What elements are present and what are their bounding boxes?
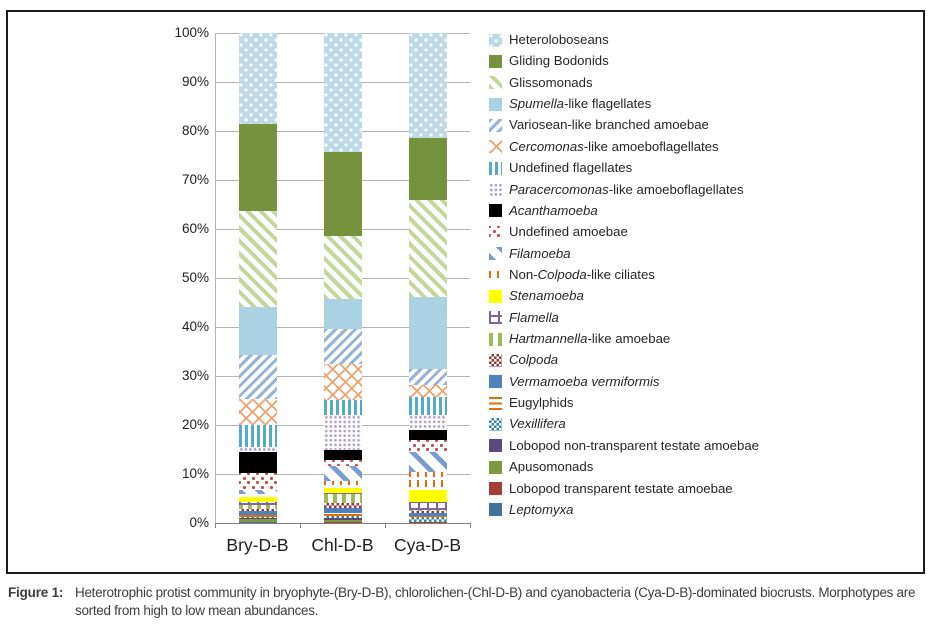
legend-item [489,115,709,136]
legend-label: Heteroloboseans [509,32,609,47]
stacked-bar-cya-d-b [409,33,447,523]
legend-item [489,94,651,115]
legend-item [489,499,574,520]
legend-swatch [489,55,502,68]
y-tick-label: 80% [181,123,209,138]
figure-border-box [6,10,925,574]
legend-label: Eugylphids [509,395,574,411]
legend-swatch [489,268,502,281]
legend-swatch [489,226,502,239]
bar-segment [239,124,277,211]
legend-swatch [489,461,502,474]
legend-label: Lobopod transparent testate amoebae [509,480,733,496]
legend-swatch [489,140,502,153]
y-tick-label: 90% [181,74,209,89]
legend-item [489,179,744,200]
bar-segment [409,33,447,138]
legend-item [489,414,566,435]
legend-item [489,30,609,51]
legend-label: Variosean-like branched amoebae [509,117,709,133]
bar-segment [239,355,277,400]
legend-item [489,51,609,72]
bar-segment [409,385,447,397]
legend-label: Acanthamoeba [509,202,598,218]
legend-label: Spumella-like flagellates [509,96,652,112]
bar-segment [409,397,447,415]
bar-segment [239,473,277,490]
legend-item [489,457,593,478]
bar-segment [409,440,447,452]
legend-item [489,222,628,243]
legend-item [489,307,559,328]
bar-segment [324,494,362,503]
legend-label: Leptomyxa [509,501,574,517]
x-tick-mark [215,523,216,528]
bar-segment [324,152,362,236]
y-tick-label: 20% [181,417,209,432]
legend-label: Flamella [509,309,559,325]
legend-swatch [489,333,502,346]
bar-segment [324,400,362,415]
legend-item [489,329,670,350]
x-tick-mark [470,523,471,528]
legend-item [489,393,574,414]
y-tick-label: 70% [181,172,209,187]
x-tick-mark [385,523,386,528]
legend-swatch [489,247,502,260]
x-category-label: Bry-D-B [226,535,289,555]
legend-swatch [489,439,502,452]
legend-item [489,286,584,307]
y-tick-label: 0% [189,515,209,530]
legend-item [489,435,759,456]
bar-segment [409,138,447,200]
plot-area [215,33,470,523]
bar-segment [409,452,447,472]
legend-swatch [489,311,502,324]
legend-item [489,264,655,285]
legend-label: Hartmannella-like amoebae [509,331,671,347]
legend-label: Vermamoeba vermiformis [509,373,660,389]
bar-segment [239,307,277,355]
stacked-bar-bry-d-b [239,33,277,523]
legend-swatch [489,375,502,388]
y-tick-label: 30% [181,368,209,383]
y-tick-label: 60% [181,221,209,236]
y-tick-label: 40% [181,319,209,334]
legend-swatch [489,482,502,495]
legend-swatch [489,162,502,175]
bar-segment [409,472,447,490]
legend-label: Cercomonas-like amoeboflagellates [509,138,719,154]
bar-segment [409,369,447,385]
x-tick-mark [300,523,301,528]
y-tick-label: 50% [181,270,209,285]
bar-segment [409,200,447,298]
bar-segment [239,399,277,425]
legend-label: Colpoda [509,352,559,368]
legend-label: Gliding Bodonids [509,53,609,69]
bar-segment [239,211,277,307]
legend-item [489,478,733,499]
legend-item [489,243,571,264]
legend-swatch [489,119,502,132]
y-tick-label: 10% [181,466,209,481]
x-category-label: Cya-D-B [393,535,462,555]
legend-label: Vexillifera [509,416,566,432]
bar-segment [239,33,277,124]
legend-item [489,72,593,93]
gridline [215,523,470,524]
legend-swatch [489,397,502,410]
legend-item [489,158,632,179]
y-tick-label: 100% [174,25,209,40]
legend-swatch [489,503,502,516]
legend-label: Filamoeba [509,245,571,261]
legend-label: Apusomonads [509,459,594,475]
stacked-bar-chl-d-b [324,33,362,523]
caption-text: Heterotrophic protist community in bryophyte-(Bry-D-B), chlorolichen-(Chl-D-B) and cyanobacteria (Cya-D-B)-dominated biocrusts. Morphotypes are sorted from high to low mean abundances. [75,585,916,619]
bar-segment [409,490,447,502]
x-category-label: Chl-D-B [311,535,374,555]
legend-label: Stenamoeba [509,288,584,304]
legend-swatch [489,418,502,431]
legend-swatch [489,98,502,111]
legend-item [489,371,659,392]
legend-swatch [489,76,502,89]
bar-segment [324,329,362,364]
bar-segment [239,425,277,447]
legend-item [489,200,598,221]
bar-segment [239,452,277,473]
legend-swatch [489,290,502,303]
figure-caption [8,584,928,620]
legend-swatch [489,354,502,367]
bar-segment [324,236,362,299]
legend-label: Undefined amoebae [509,224,628,240]
bar-segment [409,297,447,369]
bar-segment [324,299,362,329]
bar-segment [324,481,362,488]
bar-segment [324,364,362,400]
legend-item [489,350,558,371]
bar-segment [409,415,447,430]
legend-label: Paracercomonas-like amoeboflagellates [509,181,744,197]
bar-segment [324,33,362,152]
legend-swatch [489,34,502,47]
legend-label: Glissomonads [509,74,593,90]
legend-swatch [489,183,502,196]
legend-swatch [489,204,502,217]
bar-segment [324,415,362,450]
caption-label: Figure 1: [8,585,64,600]
legend-label: Undefined flagellates [509,160,633,176]
legend-item [489,136,719,157]
bar-segment [409,430,447,440]
legend-label: Lobopod non-transparent testate amoebae [509,437,760,453]
legend-label: Non-Colpoda-like ciliates [509,266,655,282]
bar-segment [324,466,362,481]
bar-segment [324,450,362,460]
bar-segment [409,502,447,510]
